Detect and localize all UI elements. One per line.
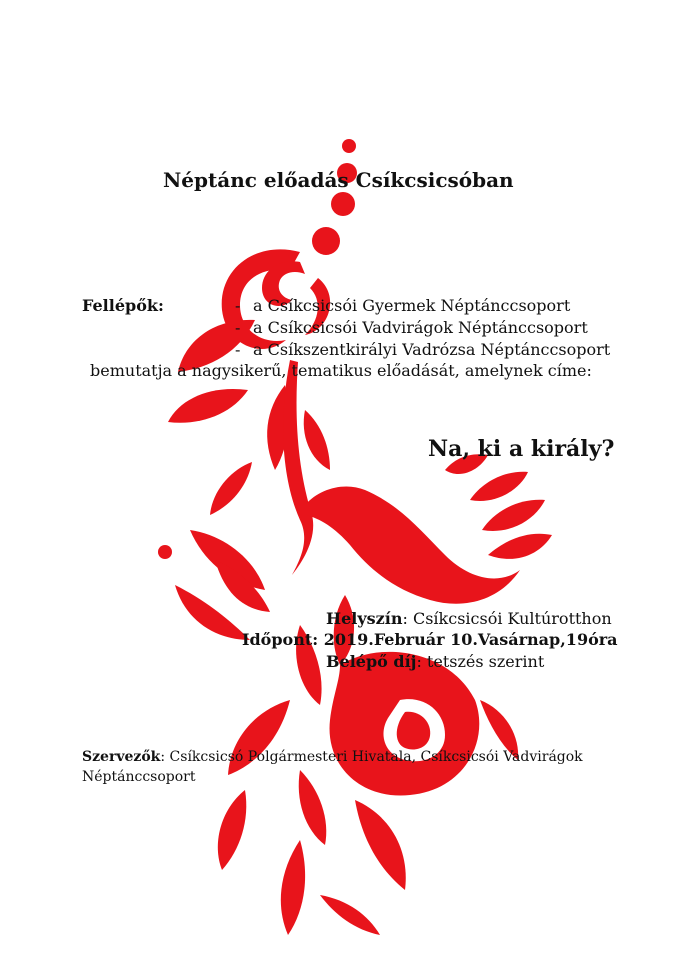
bullet: -: [235, 318, 241, 337]
venue-value: : Csíkcsicsói Kultúrotthon: [402, 609, 612, 628]
page-title: Néptánc előadás Csíkcsicsóban: [163, 168, 514, 192]
organizers-label: Szervezők: [82, 749, 161, 765]
fee-line: [326, 652, 544, 671]
performers-label: Fellépők:: [82, 296, 164, 315]
performer-name: a Csíkszentkirályi Vadrózsa Néptánccsoport: [253, 340, 611, 359]
performer-name: a Csíkcsicsói Vadvirágok Néptánccsoport: [253, 318, 588, 337]
organizers-line: [82, 749, 583, 765]
list-item: [235, 340, 610, 359]
fee-label: Belépő díj: [326, 652, 417, 671]
organizers-line-2: Néptánccsoport: [82, 769, 196, 785]
fee-value: : tetszés szerint: [416, 652, 545, 671]
time-label: Időpont:: [242, 630, 319, 649]
intro-text: bemutatja a nagysikerű, tematikus előadását, amelynek címe:: [90, 361, 592, 380]
list-item: [235, 296, 570, 315]
bullet: -: [235, 340, 241, 359]
venue-label: Helyszín: [326, 609, 403, 628]
venue-line: [326, 609, 612, 628]
performer-name: a Csíkcsicsói Gyermek Néptánccsoport: [253, 296, 571, 315]
time-value: 2019.Február 10.Vasárnap,19óra: [318, 630, 618, 649]
organizers-value: : Csíkcsicsó Polgármesteri Hivatala, Csíkcsicsói Vadvirágok: [160, 749, 583, 765]
show-title: Na, ki a király?: [428, 436, 615, 462]
bullet: -: [235, 296, 241, 315]
time-line: [242, 630, 618, 649]
list-item: [235, 318, 588, 337]
